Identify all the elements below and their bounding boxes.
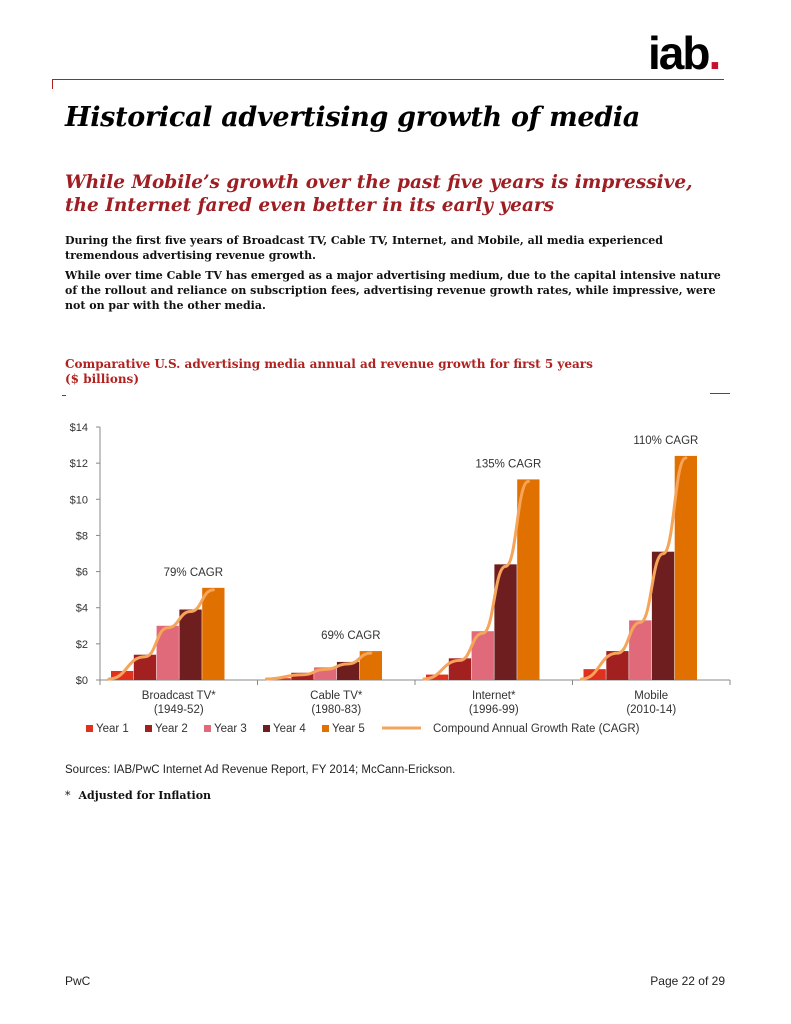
x-tick-label: Cable TV* [310, 690, 363, 702]
cagr-annotation: 135% CAGR [475, 458, 542, 471]
chart-rule-left [62, 395, 66, 396]
y-tick-label: $14 [69, 422, 88, 434]
sources-note: Sources: IAB/PwC Internet Ad Revenue Report, FY 2014; McCann-Erickson. [65, 764, 456, 776]
cagr-annotation: 110% CAGR [633, 434, 699, 447]
legend-label: Year 2 [155, 723, 188, 735]
legend-swatch [145, 725, 152, 732]
chart-rule-right [710, 393, 730, 394]
y-tick-label: $8 [75, 530, 88, 543]
y-tick-label: $6 [75, 566, 88, 579]
x-tick-label: (1980-83) [311, 704, 362, 716]
x-tick-label: (2010-14) [626, 704, 677, 716]
y-tick-label: $10 [69, 494, 88, 507]
footnote-text: Adjusted for Inflation [78, 789, 212, 802]
y-tick-label: $12 [69, 458, 88, 471]
cagr-annotation: 79% CAGR [163, 566, 224, 579]
legend-label: Year 4 [273, 723, 306, 735]
page-subtitle [65, 171, 745, 217]
paragraph-2: While over time Cable TV has emerged as a major advertising medium, due to the capital intensive nature of the rollout and reliance on subscription fees, advertising revenue growth rates, while impressive, were not on par with the other media. [65, 269, 721, 312]
x-tick-label: (1996-99) [468, 704, 519, 716]
x-tick-label: Internet* [472, 690, 516, 702]
y-tick-label: $4 [75, 602, 88, 615]
chart-title-line-1: Comparative U.S. advertising media annual ad revenue growth for first 5 years [65, 357, 593, 371]
x-tick-label: (1949-52) [153, 704, 204, 716]
header-rule [52, 79, 724, 80]
bar [179, 610, 201, 680]
legend-swatch [263, 725, 270, 732]
subtitle-line-2: the Internet fared even better in its early years [65, 195, 555, 216]
subtitle-line-1: While Mobile’s growth over the past five years is impressive, [65, 172, 693, 193]
legend-swatch [322, 725, 329, 732]
bar-chart [40, 415, 740, 750]
chart-title [65, 357, 665, 387]
legend-label: Year 3 [214, 723, 247, 735]
footer-left: PwC [65, 974, 91, 988]
page-title: Historical advertising growth of media [65, 102, 640, 133]
legend-label: Compound Annual Growth Rate (CAGR) [433, 723, 640, 735]
header-rule-tick [52, 79, 53, 89]
footnote [65, 789, 211, 802]
y-tick-label: $2 [75, 638, 88, 651]
bar [202, 588, 224, 680]
paragraph-1: During the first five years of Broadcast TV, Cable TV, Internet, and Mobile, all media experienced tremendous advertising revenue growth. [65, 234, 663, 262]
iab-logo: iab. [648, 27, 720, 79]
x-tick-label: Mobile [634, 690, 669, 702]
cagr-annotation: 69% CAGR [321, 630, 381, 643]
y-tick-label: $0 [75, 675, 88, 687]
legend-label: Year 1 [96, 723, 129, 735]
x-tick-label: Broadcast TV* [141, 690, 216, 702]
chart-title-line-2: ($ billions) [65, 372, 139, 386]
legend-label: Year 5 [332, 723, 365, 735]
footnote-star: * [65, 789, 71, 802]
footer-page-number: Page 22 of 29 [650, 974, 725, 988]
legend-swatch [204, 725, 211, 732]
legend-swatch [86, 725, 93, 732]
